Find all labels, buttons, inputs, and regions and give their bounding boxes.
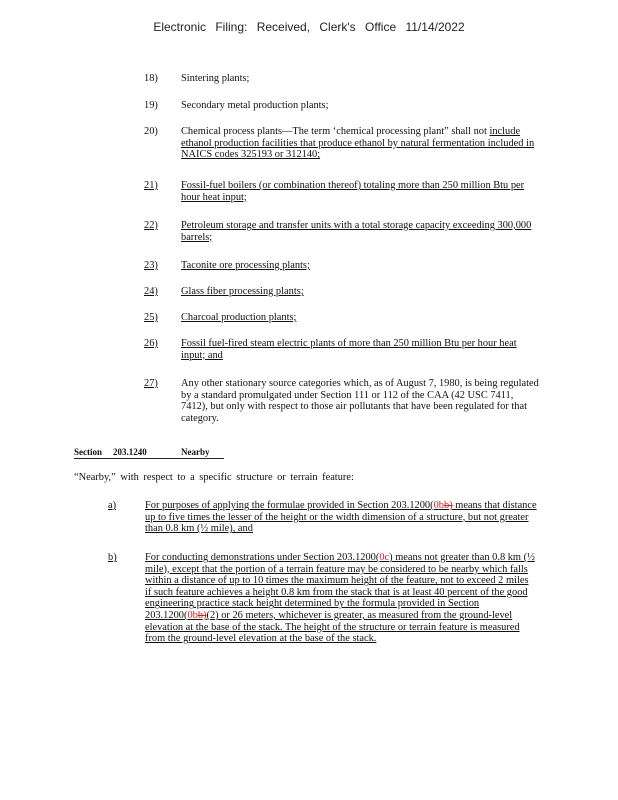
section-number: 203.1240 <box>113 447 147 457</box>
item-number: 27) <box>144 378 158 389</box>
subsection-letter: b) <box>108 552 117 563</box>
item-number: 20) <box>144 126 158 137</box>
item-text: Taconite ore processing plants; <box>181 260 310 271</box>
item-number: 26) <box>144 338 158 349</box>
item-number: 19) <box>144 100 158 111</box>
text-run: For purposes of applying the formulae provided in Section 203.1200( <box>145 500 434 511</box>
item-text <box>181 126 541 161</box>
item-text: Charcoal production plants; <box>181 312 297 323</box>
section-title: Nearby <box>181 447 210 457</box>
inserted-ref: 0b <box>433 500 444 511</box>
item-text: Sintering plants; <box>181 73 250 84</box>
item-number: 25) <box>144 312 158 323</box>
item-text: Any other stationary source categories which, as of August 7, 1980, is being regulated by a standard promulgated under Section 111 or 112 of the CAA (42 USC 7411, 7412), but only with respect to those air pollutants that have been regulated for that category. <box>181 378 539 424</box>
item-text: Fossil-fuel boilers (or combination thereof) totaling more than 250 million Btu per hour heat input; <box>181 180 525 203</box>
item-number: 22) <box>144 220 158 231</box>
inserted-ref: 0c <box>379 552 390 563</box>
text-run: (2) or 26 meters, whichever is greater, as measured from the ground-level elevation at the base of the stack. The height of the structure or terrain feature is measured from the ground-level elevation at the base of the stack. <box>145 609 520 645</box>
text-run: For conducting demonstrations under Section 203.1200( <box>145 552 380 563</box>
item-text: Secondary metal production plants; <box>181 100 329 111</box>
section-label: Section <box>74 447 102 457</box>
filing-header: Electronic Filing: Received, Clerk's Office 11/14/2022 <box>153 20 465 34</box>
section-divider <box>74 458 224 459</box>
inserted-ref: 0b <box>187 609 198 621</box>
text-run: ) means not greater than 0.8 km (½ mile), except that the portion of a terrain feature may be considered to be nearby which falls within a distance of up to 10 times the maximum height of the feature, not to exceed 2 miles if such feature achieves a height 0.8 km from the stack that is at least 40 percent of the good engineering practice stack height determined by the formula provided in Section 203.1200( <box>145 552 535 621</box>
subsection-text <box>145 552 537 645</box>
subsection-letter: a) <box>108 500 117 511</box>
deleted-ref: b) <box>197 609 207 621</box>
text-run: means that distance up to five times the lesser of the height or the width dimension of a structure, but not greater than 0.8 km (½ mile), and <box>145 500 537 535</box>
item-text: Fossil fuel-fired steam electric plants of more than 250 million Btu per hour heat input; and <box>181 338 517 361</box>
item-text-original: Chemical process plants—The term ‘chemical processing plant” shall not <box>181 126 487 137</box>
subsection-text <box>145 500 537 535</box>
item-number: 23) <box>144 260 158 271</box>
item-text: Petroleum storage and transfer units with a total storage capacity exceeding 300,000 barrels; <box>181 220 532 243</box>
deleted-ref: b) <box>443 500 453 511</box>
definition-text: “Nearby,” with respect to a specific structure or terrain feature: <box>74 472 354 483</box>
item-text: Glass fiber processing plants; <box>181 286 304 297</box>
item-number: 21) <box>144 180 158 191</box>
item-number: 24) <box>144 286 158 297</box>
item-number: 18) <box>144 73 158 84</box>
item-text-inserted: include ethanol production facilities that produce ethanol by natural fermentation included in NAICS codes 325193 or 312140; <box>181 126 535 161</box>
